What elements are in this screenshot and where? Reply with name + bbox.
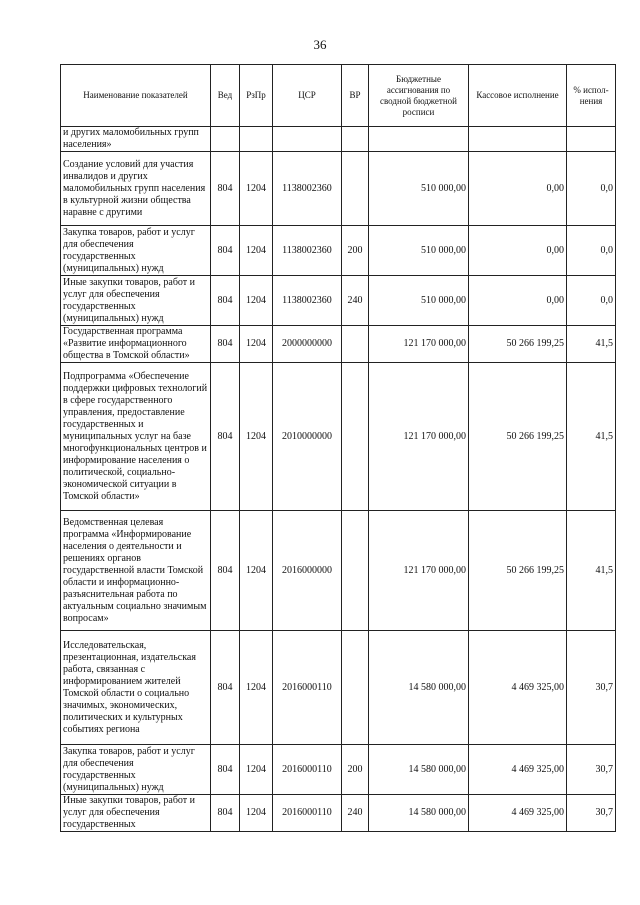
row-ved: 804 [211, 226, 240, 276]
row-vr [342, 511, 369, 631]
row-percent: 41,5 [567, 326, 616, 363]
row-vr [342, 127, 369, 152]
row-csr: 2016000110 [273, 745, 342, 795]
row-name: и других маломобильных групп населения» [61, 127, 211, 152]
row-percent: 41,5 [567, 363, 616, 511]
row-percent: 0,0 [567, 226, 616, 276]
row-rzpr: 1204 [240, 511, 273, 631]
row-budget: 510 000,00 [369, 276, 469, 326]
row-csr: 2016000110 [273, 795, 342, 832]
header-ved: Вед [211, 65, 240, 127]
row-budget: 121 170 000,00 [369, 511, 469, 631]
header-csr: ЦСР [273, 65, 342, 127]
row-csr [273, 127, 342, 152]
row-percent: 0,0 [567, 152, 616, 226]
row-budget: 14 580 000,00 [369, 631, 469, 745]
table-header-row [61, 65, 616, 127]
row-name: Закупка товаров, работ и услуг для обеспечения государственных (муниципальных) нужд [61, 745, 211, 795]
row-budget [369, 127, 469, 152]
header-cash: Кассовое исполнение [469, 65, 567, 127]
row-percent: 30,7 [567, 795, 616, 832]
row-name: Создание условий для участия инвалидов и других маломобильных групп населения в культурной жизни общества наравне с другими [61, 152, 211, 226]
row-rzpr: 1204 [240, 363, 273, 511]
table-row [61, 226, 616, 276]
header-name: Наименование показателей [61, 65, 211, 127]
row-percent: 30,7 [567, 631, 616, 745]
row-rzpr: 1204 [240, 326, 273, 363]
row-cash: 4 469 325,00 [469, 795, 567, 832]
row-percent [567, 127, 616, 152]
row-percent: 0,0 [567, 276, 616, 326]
row-name: Государственная программа «Развитие информационного общества в Томской области» [61, 326, 211, 363]
row-rzpr: 1204 [240, 226, 273, 276]
header-rzpr: РзПр [240, 65, 273, 127]
table-row [61, 631, 616, 745]
row-cash: 4 469 325,00 [469, 631, 567, 745]
row-vr [342, 631, 369, 745]
header-percent: % испол-нения [567, 65, 616, 127]
row-cash [469, 127, 567, 152]
row-ved: 804 [211, 795, 240, 832]
row-budget: 121 170 000,00 [369, 363, 469, 511]
row-vr: 240 [342, 276, 369, 326]
row-cash: 4 469 325,00 [469, 745, 567, 795]
row-name: Исследовательская, презентационная, издательская работа, связанная с информированием жителей Томской области о социально значимых, экономических, политических и культурных событиях региона [61, 631, 211, 745]
row-cash: 50 266 199,25 [469, 363, 567, 511]
row-rzpr: 1204 [240, 631, 273, 745]
row-name: Иные закупки товаров, работ и услуг для обеспечения государственных [61, 795, 211, 832]
row-vr [342, 326, 369, 363]
row-cash: 50 266 199,25 [469, 326, 567, 363]
row-vr: 200 [342, 745, 369, 795]
row-percent: 30,7 [567, 745, 616, 795]
row-csr: 2016000000 [273, 511, 342, 631]
row-name: Ведомственная целевая программа «Информирование населения о деятельности и решениях органов государственной власти Томской области и информационно-разъяснительная работа по актуальным социально значимым вопросам» [61, 511, 211, 631]
row-vr [342, 363, 369, 511]
row-cash: 0,00 [469, 276, 567, 326]
row-csr: 2010000000 [273, 363, 342, 511]
row-ved: 804 [211, 363, 240, 511]
table-row [61, 152, 616, 226]
budget-execution-table [60, 64, 616, 832]
row-ved: 804 [211, 511, 240, 631]
table-row [61, 745, 616, 795]
row-budget: 14 580 000,00 [369, 745, 469, 795]
row-budget: 510 000,00 [369, 152, 469, 226]
header-vr: ВР [342, 65, 369, 127]
row-percent: 41,5 [567, 511, 616, 631]
table-body [61, 127, 616, 832]
row-cash: 0,00 [469, 152, 567, 226]
row-name: Иные закупки товаров, работ и услуг для обеспечения государственных (муниципальных) нужд [61, 276, 211, 326]
row-budget: 510 000,00 [369, 226, 469, 276]
row-ved: 804 [211, 152, 240, 226]
row-cash: 50 266 199,25 [469, 511, 567, 631]
table-row [61, 276, 616, 326]
row-vr: 200 [342, 226, 369, 276]
row-vr [342, 152, 369, 226]
row-ved: 804 [211, 326, 240, 363]
table-row [61, 127, 616, 152]
table-row [61, 511, 616, 631]
row-ved: 804 [211, 745, 240, 795]
header-budget: Бюджетные ассигнования по сводной бюджетной росписи [369, 65, 469, 127]
row-name: Закупка товаров, работ и услуг для обеспечения государственных (муниципальных) нужд [61, 226, 211, 276]
row-ved [211, 127, 240, 152]
row-rzpr: 1204 [240, 795, 273, 832]
table-row [61, 795, 616, 832]
row-csr: 1138002360 [273, 152, 342, 226]
row-vr: 240 [342, 795, 369, 832]
row-cash: 0,00 [469, 226, 567, 276]
table-row [61, 326, 616, 363]
row-rzpr: 1204 [240, 152, 273, 226]
table-row [61, 363, 616, 511]
row-csr: 1138002360 [273, 226, 342, 276]
row-csr: 2000000000 [273, 326, 342, 363]
row-budget: 14 580 000,00 [369, 795, 469, 832]
row-budget: 121 170 000,00 [369, 326, 469, 363]
row-ved: 804 [211, 631, 240, 745]
row-ved: 804 [211, 276, 240, 326]
row-rzpr: 1204 [240, 745, 273, 795]
row-rzpr: 1204 [240, 276, 273, 326]
row-csr: 2016000110 [273, 631, 342, 745]
page-number: 36 [313, 37, 327, 52]
row-rzpr [240, 127, 273, 152]
row-csr: 1138002360 [273, 276, 342, 326]
row-name: Подпрограмма «Обеспечение поддержки цифровых технологий в сфере государственного управления, предоставление государственных и муниципальных услуг на базе многофункциональных центров и информирование населения о политической, социально-экономической ситуации в Томской области» [61, 363, 211, 511]
